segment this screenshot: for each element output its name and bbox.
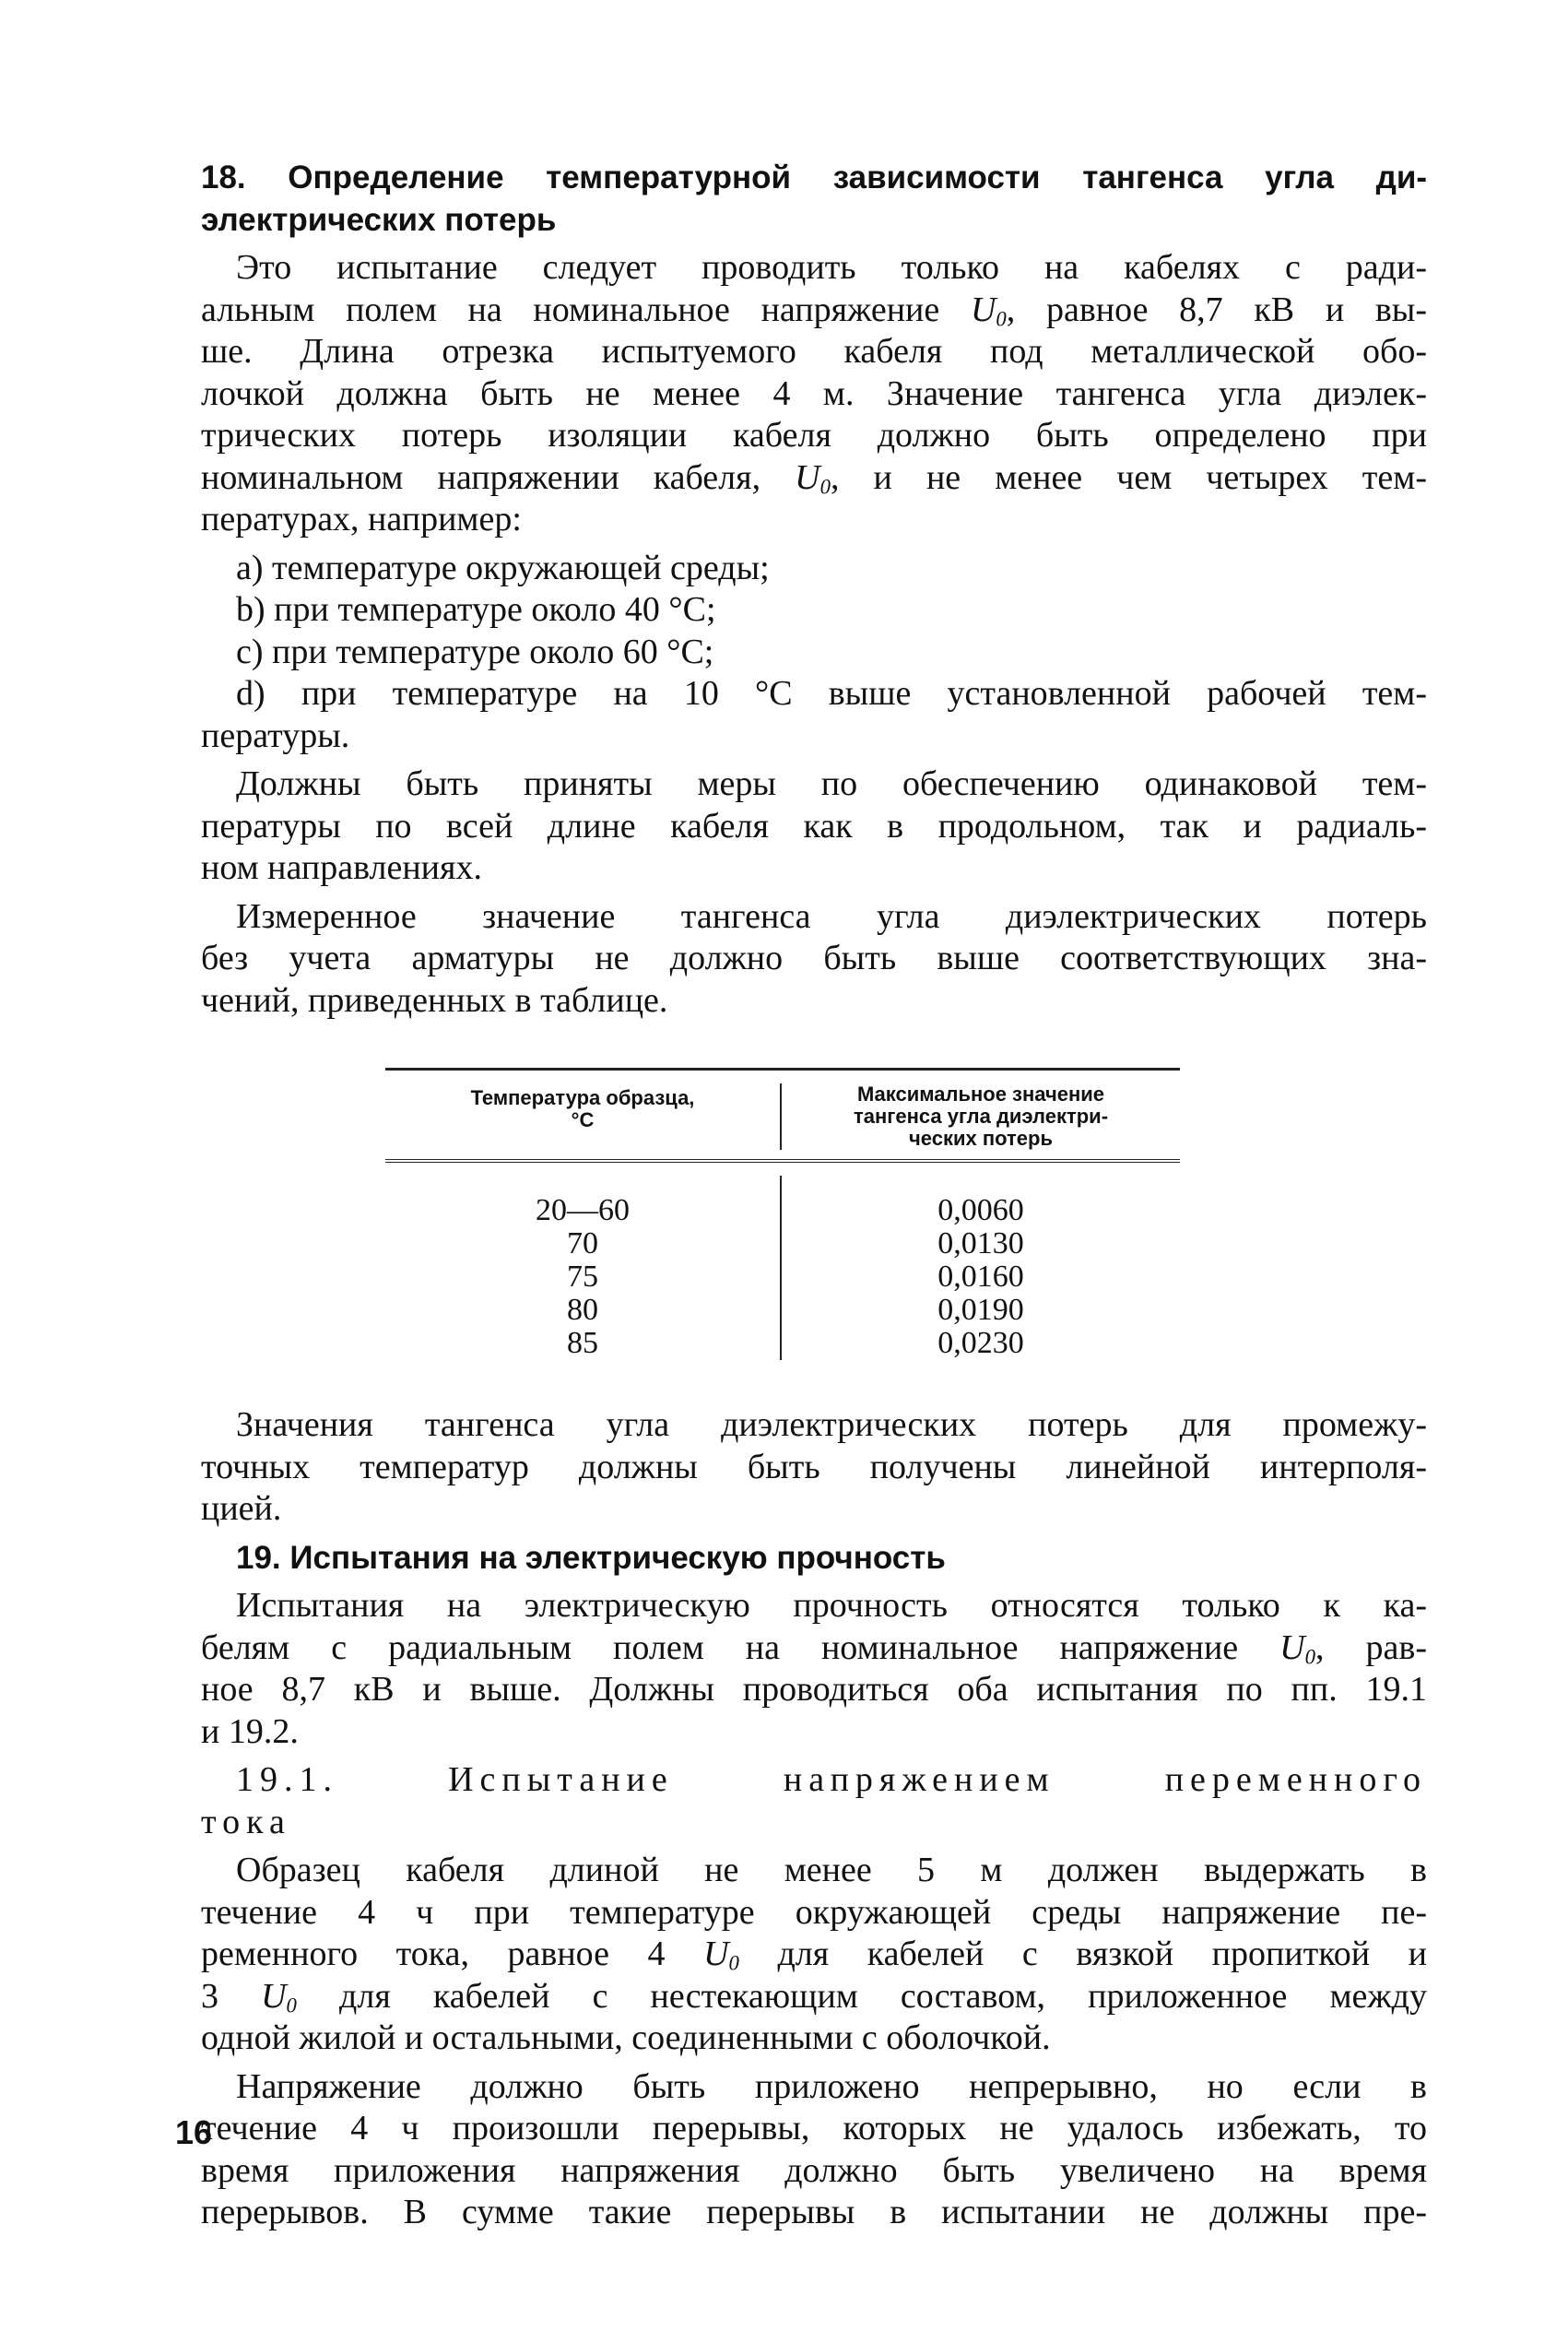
text-line (201, 1934, 1427, 1976)
u0-symbol (703, 1935, 739, 1973)
section-18-heading (201, 157, 1427, 241)
text-line: ше. Длина отрезка испытуемого кабеля под металлической обо- (201, 332, 1427, 371)
heading-line: тока (201, 1802, 291, 1841)
temperature-column (385, 1176, 782, 1360)
section-19-heading (201, 1537, 1427, 1580)
text-line: и 19.2. (201, 1711, 299, 1751)
u0-subscript: 0 (286, 1994, 297, 2017)
text-line: чений, приведенных в таблице. (201, 980, 668, 1020)
table-cell: 80 (567, 1293, 598, 1327)
text-column (201, 157, 1427, 2241)
text-run: белям с радиальным полем на номинальное напряжение (201, 1627, 1280, 1667)
text-line: Напряжение должно быть приложено непрерывно, но если в (236, 2066, 1427, 2106)
u0-letter: U (703, 1935, 729, 1973)
table-cell: 0,0160 (937, 1260, 1024, 1294)
text-line: ном направлениях. (201, 848, 482, 887)
heading-line: электрических потерь (201, 201, 557, 238)
temperature-list (201, 548, 1427, 758)
header-line: тангенса угла диэлектри- (853, 1105, 1109, 1128)
list-item: с) при температуре около 60 °С; (236, 632, 714, 671)
paragraph (201, 896, 1427, 1023)
u0-letter: U (795, 457, 820, 497)
header-line: °С (571, 1108, 595, 1131)
text-run: для кабелей с нестекающим составом, приложенное между (296, 1976, 1428, 2016)
text-line: пературы по всей длине кабеля как в продольном, так и радиаль- (201, 806, 1427, 846)
table-cell: 75 (567, 1260, 598, 1294)
value-column (782, 1176, 1180, 1360)
paragraph (201, 247, 1427, 541)
table-cell: 0,0230 (937, 1326, 1024, 1360)
text-line: одной жилой и остальными, соединенными с оболочкой. (201, 2018, 1051, 2057)
text-line: трических потерь изоляции кабеля должно быть определено при (201, 416, 1427, 455)
paragraph (201, 1850, 1427, 2060)
list-item: a) температуре окружающей среды; (236, 548, 770, 587)
text-line: течение 4 ч произошли перерывы, которых не удалось избежать, то (201, 2109, 1427, 2148)
heading-line: 19. Испытания на электрическую прочность (236, 1539, 946, 1576)
header-line: Максимальное значение (856, 1083, 1105, 1106)
header-line: Температура образца, (470, 1086, 695, 1109)
u0-symbol (971, 290, 1007, 329)
text-run: , и не менее чем четырех тем- (831, 457, 1427, 497)
text-line: пературах, например: (201, 500, 522, 538)
table-cell: 0,0060 (937, 1193, 1024, 1227)
paragraph (201, 1585, 1427, 1753)
u0-letter: U (261, 1976, 287, 2016)
table-body (385, 1176, 1180, 1360)
column-header-max-value (782, 1083, 1180, 1150)
text-line: Значения тангенса угла диэлектрических потерь для промежу- (236, 1405, 1427, 1444)
paragraph (201, 2066, 1427, 2234)
text-line: Измеренное значение тангенса угла диэлектрических потерь (236, 896, 1427, 936)
tan-delta-table (385, 1068, 1180, 1360)
text-run: номинальном напряжении кабеля, (201, 457, 796, 497)
u0-symbol (795, 458, 831, 497)
heading-line: 18. Определение температурной зависимости тангенса угла ди- (201, 160, 1427, 195)
u0-subscript: 0 (1304, 1645, 1316, 1669)
table-cell: 20—60 (536, 1193, 630, 1227)
u0-subscript: 0 (996, 307, 1007, 331)
u0-symbol (1279, 1628, 1315, 1667)
column-header-temperature (385, 1083, 782, 1150)
page-number: 16 (175, 2113, 213, 2151)
u0-subscript: 0 (819, 475, 831, 499)
u0-subscript: 0 (728, 1951, 739, 1975)
text-line: без учета арматуры не должно быть выше соответствующих зна- (201, 939, 1427, 977)
paragraph (201, 763, 1427, 890)
text-line (201, 1627, 1427, 1670)
u0-letter: U (970, 290, 996, 329)
text-run: , равное 8,7 кВ и вы- (1006, 290, 1427, 329)
text-line: ное 8,7 кВ и выше. Должны проводиться оба испытания по пп. 19.1 (201, 1670, 1427, 1709)
text-line (201, 290, 1427, 332)
text-line: Это испытание следует проводить только на кабелях с ради- (236, 248, 1427, 287)
text-run: альным полем на номинальное напряжение (201, 290, 971, 329)
text-run: для кабелей с вязкой пропиткой и (738, 1935, 1427, 1973)
text-run: ременного тока, равное 4 (201, 1935, 704, 1973)
text-line: перерывов. В сумме такие перерывы в испытании не должны пре- (201, 2193, 1427, 2231)
text-run: 3 (201, 1976, 262, 2016)
table-cell: 85 (567, 1326, 598, 1360)
text-line: цией. (201, 1489, 282, 1528)
text-line: точных температур должны быть получены линейной интерполя- (201, 1447, 1427, 1486)
text-line: время приложения напряжения должно быть увеличено на время (201, 2150, 1427, 2190)
heading-line: 19.1. Испытание напряжением переменного (236, 1760, 1427, 1799)
subsection-19-1-heading (201, 1759, 1427, 1843)
text-line: Должны быть приняты меры по обеспечению одинаковой тем- (236, 764, 1427, 803)
list-item-continuation: пературы. (201, 716, 350, 755)
text-line: Испытания на электрическую прочность относятся только к ка- (236, 1586, 1427, 1625)
list-item: d) при температуре на 10 °С выше установленной рабочей тем- (236, 674, 1427, 713)
table-cell: 70 (567, 1226, 598, 1260)
list-item: b) при температуре около 40 °С; (236, 590, 716, 629)
u0-letter: U (1279, 1627, 1305, 1667)
text-line: лочкой должна быть не менее 4 м. Значение тангенса угла диэлек- (201, 373, 1427, 413)
text-line: течение 4 ч при температуре окружающей среды напряжение пе- (201, 1892, 1427, 1932)
table-header (385, 1068, 1180, 1163)
text-run: , рав- (1315, 1627, 1427, 1667)
text-line: Образец кабеля длиной не менее 5 м должен выдержать в (236, 1851, 1427, 1889)
text-line (201, 1976, 1427, 2018)
header-line: ческих потерь (909, 1127, 1053, 1150)
table-cell: 0,0190 (937, 1293, 1024, 1327)
paragraph (201, 1404, 1427, 1531)
u0-symbol (261, 1977, 297, 2016)
table-cell: 0,0130 (937, 1226, 1024, 1260)
text-line (201, 457, 1427, 500)
